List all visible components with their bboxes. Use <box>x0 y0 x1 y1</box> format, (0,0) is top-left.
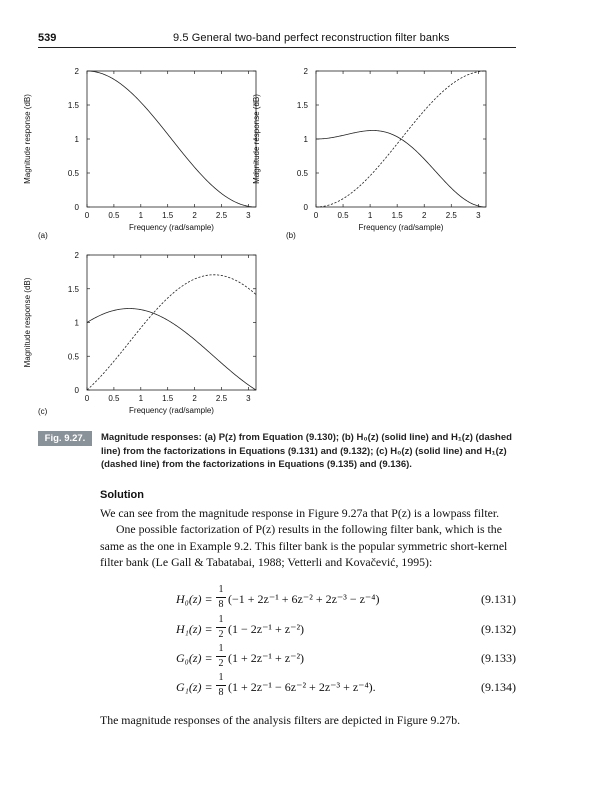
equation-9-131 <box>100 584 516 614</box>
eq-rhs: (−1 + 2z⁻¹ + 6z⁻² + 2z⁻³ − z⁻⁴) <box>228 592 380 606</box>
y-tick-label: 0 <box>74 203 79 212</box>
figure-caption: Magnitude responses: (a) P(z) from Equation (9.130); (b) H₀(z) (solid line) and H₁(z) (dashed line) from the factorizations in Equations (9.131) and (9.132); (c) H₀(z) (solid line) and H₁(z) (dashed line) from the factorizations in Equations (9.135) and (9.136). <box>101 432 512 470</box>
frac-num: 1 <box>218 643 224 654</box>
frac-num: 1 <box>218 614 224 625</box>
x-tick-label: 3 <box>246 394 251 403</box>
x-tick-label: 1 <box>367 211 373 220</box>
eq-lhs: G₁(z) = <box>176 680 213 694</box>
x-tick-label: 1.5 <box>162 211 174 220</box>
dashed-series-line <box>316 71 486 207</box>
frac-den: 2 <box>218 629 224 640</box>
eq-number: (9.132) <box>481 622 516 636</box>
solution-paragraph-3: The magnitude responses of the analysis filters are depicted in Figure 9.27b. <box>100 713 461 727</box>
y-tick-label: 0.5 <box>67 352 79 362</box>
x-tick-label: 1 <box>138 211 144 220</box>
y-tick-label: 1 <box>74 135 79 144</box>
panel-label: (c) <box>38 407 48 416</box>
frac-den: 8 <box>218 687 224 698</box>
eq-lhs: G₀(z) = <box>176 651 213 665</box>
y-tick-label: 2 <box>74 251 79 260</box>
equation-9-133 <box>100 643 516 673</box>
solid-series-line <box>316 131 486 208</box>
y-tick-label: 0 <box>74 386 79 395</box>
eq-fraction <box>216 643 226 670</box>
eq-fraction <box>216 672 226 699</box>
frac-num: 1 <box>218 584 224 595</box>
y-tick-label: 0.5 <box>296 169 308 178</box>
running-header: 9.5 General two-band perfect reconstruction filter banks <box>173 32 450 44</box>
y-axis-label: Magnitude response (dB) <box>23 277 32 368</box>
y-tick-label: 1 <box>303 135 308 144</box>
x-tick-label: 0 <box>84 394 90 403</box>
y-tick-label: 1.5 <box>296 101 308 110</box>
frac-num: 1 <box>218 672 224 683</box>
x-tick-label: 2.5 <box>445 211 457 220</box>
eq-rhs: (1 − 2z⁻¹ + z⁻²) <box>228 622 305 636</box>
x-tick-label: 0.5 <box>108 394 120 403</box>
x-tick-label: 1.5 <box>391 211 403 220</box>
figure-label: Fig. 9.27. <box>38 431 92 446</box>
panel-label: (b) <box>286 231 296 240</box>
equation-9-132 <box>100 614 516 644</box>
y-tick-label: 0.5 <box>67 169 79 178</box>
y-axis-label: Magnitude response (dB) <box>23 94 32 184</box>
solid-series-line <box>87 71 256 207</box>
dashed-series-line <box>87 275 256 390</box>
panel-label: (a) <box>38 231 48 240</box>
page-number: 539 <box>38 32 57 44</box>
x-axis-label: Frequency (rad/sample) <box>129 406 214 415</box>
x-axis-label: Frequency (rad/sample) <box>129 223 214 232</box>
frac-den: 8 <box>218 599 224 610</box>
x-tick-label: 3 <box>476 211 481 220</box>
eq-lhs: H₀(z) = <box>176 592 213 606</box>
x-tick-label: 0.5 <box>108 211 120 220</box>
y-tick-label: 1.5 <box>67 284 79 294</box>
eq-number: (9.131) <box>481 592 516 606</box>
eq-rhs: (1 + 2z⁻¹ + z⁻²) <box>228 651 305 665</box>
frac-den: 2 <box>218 658 224 669</box>
y-tick-label: 2 <box>74 67 79 76</box>
x-tick-label: 1.5 <box>162 394 174 403</box>
x-tick-label: 3 <box>246 211 251 220</box>
y-tick-label: 1.5 <box>67 101 79 110</box>
solution-heading: Solution <box>100 489 144 501</box>
y-tick-label: 0 <box>303 203 308 212</box>
x-tick-label: 0.5 <box>337 211 349 220</box>
x-tick-label: 2 <box>421 211 427 220</box>
eq-fraction <box>216 584 226 611</box>
y-tick-label: 1 <box>74 318 79 328</box>
solution-paragraph-2: One possible factorization of P(z) results in the following filter bank, which is the same as the one in Example 9.2. This filter bank is the popular symmetric short-kernel filter bank (Le Gall & Tabatabai, 1988; Vetterli and Kovačević, 1995): <box>100 522 508 569</box>
solution-paragraph-1: We can see from the magnitude response in Figure 9.27a that P(z) is a lowpass filter. <box>100 506 500 520</box>
x-axis-label: Frequency (rad/sample) <box>358 223 444 232</box>
y-axis-label: Magnitude response (dB) <box>252 94 261 184</box>
eq-number: (9.134) <box>481 680 516 694</box>
eq-lhs: H₁(z) = <box>176 622 213 636</box>
x-tick-label: 0 <box>84 211 90 220</box>
y-tick-label: 2 <box>303 67 308 76</box>
solid-series-line <box>87 309 256 390</box>
eq-number: (9.133) <box>481 651 516 665</box>
x-tick-label: 0 <box>313 211 319 220</box>
x-tick-label: 2.5 <box>215 394 228 403</box>
x-tick-label: 1 <box>138 394 144 403</box>
eq-fraction <box>216 614 226 641</box>
eq-rhs: (1 + 2z⁻¹ − 6z⁻² + 2z⁻³ + z⁻⁴). <box>228 680 376 694</box>
x-tick-label: 2 <box>192 211 197 220</box>
x-tick-label: 2 <box>192 394 197 403</box>
x-tick-label: 2.5 <box>215 211 228 220</box>
equation-9-134 <box>100 672 516 702</box>
